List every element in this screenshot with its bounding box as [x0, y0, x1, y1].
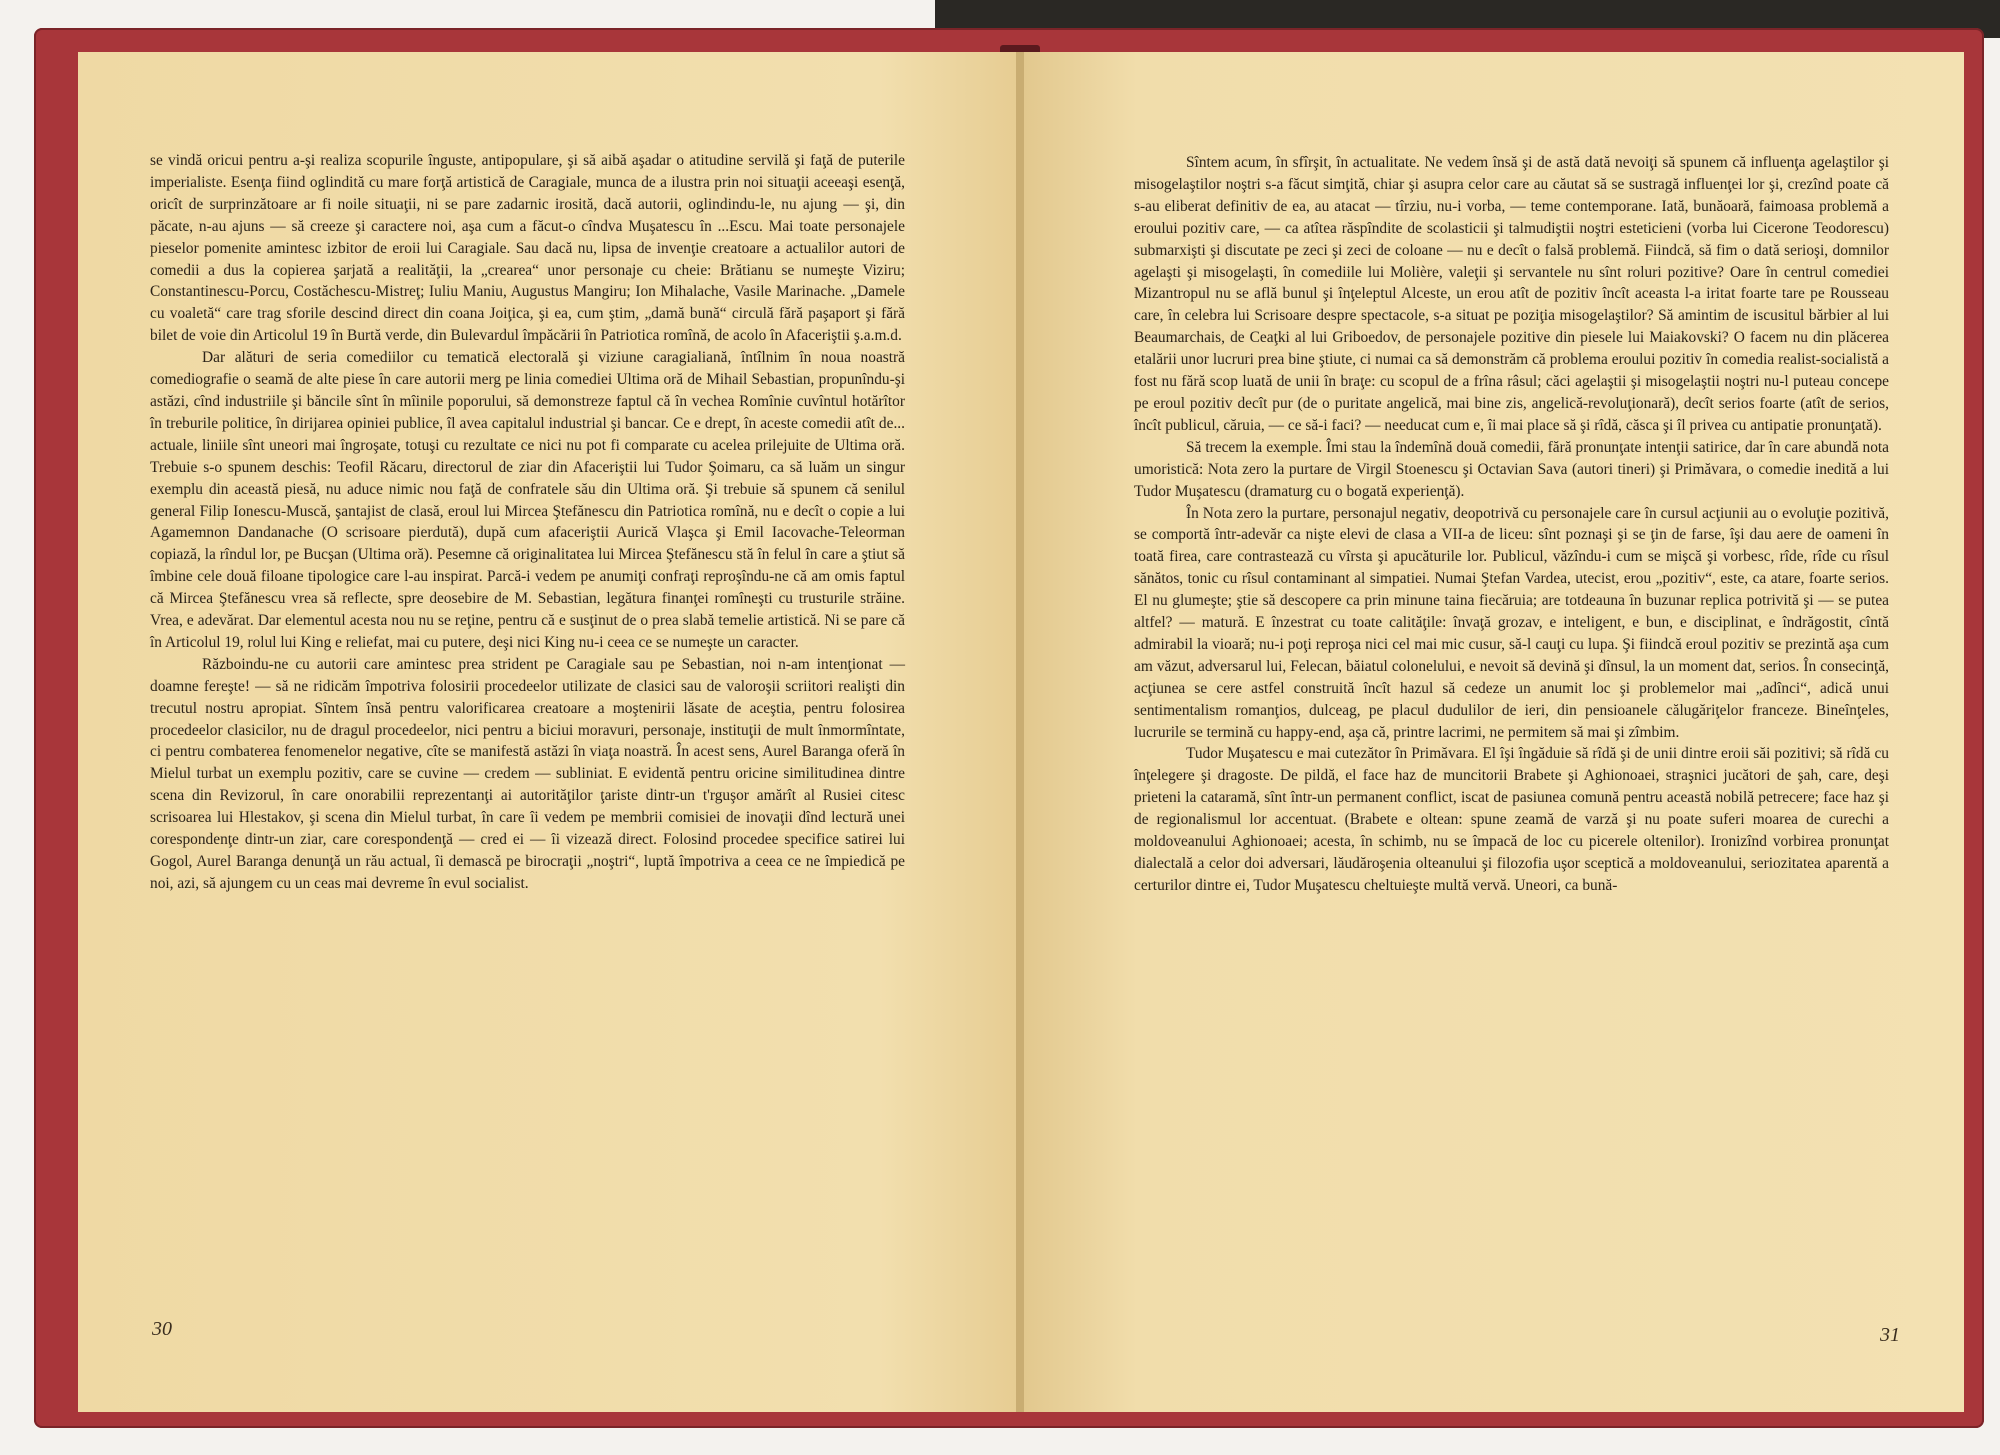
left-paragraph-2: Dar alături de seria comediilor cu tematică electorală şi viziune caragialiană, întîlnim în noua noastră comediografie o seamă de alte piese în care autorii merg pe linia comediei Ultima oră de Mihail Sebastian, propunîndu-şi astăzi, cînd industriile şi băncile sînt în mîinile poporului, să demonstreze faptul că în vechea Romînie cuvîntul hotărîtor în treburile politice, în dirijarea opiniei publice, îl avea capitalul industrial şi bancar. Ce e drept, în aceste comedii atît de... actuale, liniile sînt uneori mai îngroşate, totuşi cu rezultate ce nici nu pot fi comparate cu acelea prilejuite de Ultima oră. Trebuie s-o spunem deschis: Teofil Răcaru, directorul de ziar din Afaceriştii lui Tudor Şoimaru, ca să luăm un singur exemplu din această piesă, nu aduce nimic nou faţă de confratele său din Ultima oră. Şi trebuie să spunem că senilul general Filip Ionescu-Muscă, şantajist de clasă, eroul lui Mircea Ştefănescu din Patriotica romînă, nu e decît o copie a lui Agamemnon Dandanache (O scrisoare pierdută), după cum afaceriştii Aurică Vlaşca şi Emil Iacovache-Teleorman copiază, la rîndul lor, pe Bucşan (Ultima oră). Pesemne că originalitatea lui Mircea Ştefănescu stă în felul în care a ştiut să îmbine cele două filoane tipologice care l-au inspirat. Parcă-i vedem pe anumiţi confraţi reproşîndu-ne că am omis faptul că Mircea Ştefănescu vrea să reflecte, spre deosebire de M. Sebastian, legătura finanţei romîneşti cu trusturile străine. Vrea, e adevărat. Dar elementul acesta nou nu se reţine, pentru că e susţinut de o prea slabă temelie artistică. Ni se pare că în Articolul 19, rolul lui King e reliefat, mai cu putere, deşi nici King nu-i ceea ce se numeşte un caracter.	[150, 349, 905, 651]
right-page-number: 31	[1880, 1324, 1900, 1346]
left-page	[78, 52, 1020, 1412]
right-paragraph-4: Tudor Muşatescu e mai cutezător în Primăvara. El îşi îngăduie să rîdă şi de unii dintre eroii săi pozitivi; să rîdă cu înţelegere şi dragoste. De pildă, el face haz de muncitorii Brabete şi Aghionoaei, straşnici jucători de şah, care, deşi prieteni la cataramă, sînt într-un permanent conflict, iscat de pasiunea comună pentru această nobilă petrecere; face haz şi de regionalismul lor accentuat. (Brabete e oltean: spune zeamă de varză şi nu poate suferi moarea de curechi a moldoveanului Aghionoaei; acesta, în schimb, nu se împacă de loc cu picerele oltenilor). Ironizînd vorbirea pronunţat dialectală a celor doi adversari, lăudăroşenia olteanului şi filozofia uşor sceptică a moldoveanului, seriozitatea aparentă a certurilor dintre ei, Tudor Muşatescu cheltuieşte multă vervă. Uneori, ca bună-	[1134, 745, 1889, 894]
right-paragraph-2: Să trecem la exemple. Îmi stau la îndemînă două comedii, fără pronunţate intenţii satirice, dar în care abundă nota umoristică: Nota zero la purtare de Virgil Stoenescu şi Octavian Sava (autori tineri) şi Primăvara, o comedie inedită a lui Tudor Muşatescu (dramaturg cu o bogată experienţă).	[1134, 438, 1889, 500]
right-page-text	[1134, 152, 1889, 897]
right-paragraph-3: În Nota zero la purtare, personajul negativ, deopotrivă cu personajele care în cursul acţiunii au o evoluţie pozitivă, se comportă într-adevăr ca nişte elevi de clasa a VII-a de liceu: sînt poznaşi şi se ţin de farse, îşi dau aere de oameni în toată firea, care contrastează cu vîrsta şi apucăturile lor. Publicul, văzîndu-i cum se mişcă şi vorbesc, rîde, rîde cu rîsul sănătos, tonic cu rîsul contaminant al simpatiei. Numai Ştefan Vardea, utecist, erou „pozitiv“, este, ca atare, foarte serios. El nu glumeşte; ştie să descopere ca prin minune taina fiecăruia; are totdeauna în buzunar replica potrivită şi — se putea altfel? — matură. E înzestrat cu toate calităţile: învaţă grozav, e inteligent, e bun, e disciplinat, e îndrăgostit, cîntă admirabil la vioară; nu-i poţi reproşa nici cel mai mic cusur, să-l cauţi cu lupa. Şi fiindcă eroul pozitiv se prezintă aşa cum am văzut, adversarul lui, Felecan, băiatul colonelului, e nevoit să devină şi dînsul, la un moment dat, serios. În consecinţă, acţiunea se cere astfel construită încît hazul să cedeze un anumit loc şi problemelor mai „adînci“, adică unui sentimentalism romanţios, dulceag, pe placul dudulilor de ieri, din pensioanele călugăriţelor franceze. Bineînţeles, lucrurile se termină cu happy-end, aşa că, printre lacrimi, ne permitem să mai şi zîmbim.	[1134, 504, 1889, 741]
left-paragraph-3: Războindu-ne cu autorii care amintesc prea strident pe Caragiale sau pe Sebastian, noi n-am intenţionat — doamne fereşte! — să ne ridicăm împotriva folosirii procedeelor utilizate de clasici sau de valoroşii scriitori realişti din trecutul nostru apropiat. Sîntem însă pentru valorificarea creatoare a moştenirii lăsate de aceştia, pentru folosirea procedeelor clasicilor, nu de dragul procedeelor, nici pentru a biciui moravuri, personaje, instituţii de mult înmormîntate, ci pentru combaterea fenomenelor negative, cîte se manifestă astăzi în viaţa noastră. În acest sens, Aurel Baranga oferă în Mielul turbat un exemplu pozitiv, care se cuvine — credem — subliniat. E evidentă pentru oricine similitudinea dintre scena din Revizorul, în care onorabilii reprezentanţi ai autorităţilor ţariste dintr-un t'rguşor amărît al Rusiei citesc scrisoarea lui Hlestakov, şi scena din Mielul turbat, în care îi vedem pe membrii comisiei de inovaţii dînd lectură unei corespondenţe dintr-un ziar, care corespondenţă — cred ei — îi vizează direct. Folosind procedee specifice satirei lui Gogol, Aurel Baranga denunţă un rău actual, îi demască pe birocraţii „noştri“, luptă împotriva a ceea ce ne împiedică pe noi, azi, să ajungem cu un ceas mai devreme în evul socialist.	[150, 655, 905, 892]
left-paragraph-1: se vindă oricui pentru a-şi realiza scopurile înguste, antipopulare, şi să aibă aşadar o atitudine servilă şi faţă de puterile imperialiste. Esenţa fiind oglindită cu mare forţă artistică de Caragiale, munca de a ilustra prin noi situaţii aceeaşi esenţă, oricît de surprinzătoare ar fi noile situaţii, ni se pare zadarnic irosită, dacă autorii, oglindindu-le, nu ajung — şi, din păcate, n-au ajuns — să creeze şi caractere noi, aşa cum a făcut-o cîndva Muşatescu în ...Escu. Mai toate personajele pieselor pomenite amintesc izbitor de eroii lui Caragiale. Sau dacă nu, lipsa de invenţie creatoare a actualilor autori de comedii a dus la copierea şarjată a realităţii, la „crearea“ unor personaje cu cheie: Brătianu se numeşte Viziru; Constantinescu-Porcu, Costăchescu-Mistreţ; Iuliu Maniu, Augustus Mangiru; Ion Mihalache, Vasile Marinache. „Damele cu voaletă“ care trag sforile descind direct din coana Joiţica, şi ea, cum ştim, „damă bună“ circulă fără paşaport şi fără bilet de voie din Articolul 19 în Burtă verde, din Bulevardul împăcării în Patriotica romînă, de acolo în Afaceriştii ş.a.m.d.	[150, 152, 905, 345]
left-page-number: 30	[152, 1318, 172, 1340]
right-paragraph-1: Sîntem acum, în sfîrşit, în actualitate. Ne vedem însă şi de astă dată nevoiţi să spunem că influenţa agelaştilor şi misogelaştilor noştri s-a făcut simţită, chiar şi asupra celor care au căutat să se sustragă influenţei lor şi, crezînd poate că s-au eliberat definitiv de ea, au atacat — tîrziu, nu-i vorba, — teme contemporane. Iată, bunăoară, faimoasa problemă a eroului pozitiv care, — ca atîtea răspîndite de scolasticii şi talmudiştii noştri esteticieni (vorba lui Cicerone Teodorescu) submarxişti şi discutate pe zeci şi zeci de coloane — nu e decît o falsă problemă. Fiindcă, să fim o dată serioşi, domnilor agelaşti şi misogelaşti, în comediile lui Molière, valeţii şi servantele nu sînt roluri pozitive? Oare în centrul comediei Mizantropul nu se află bunul şi înţeleptul Alceste, un erou atît de pozitiv încît aceasta l-a iritat foarte tare pe Rousseau care, în celebra lui Scrisoare despre spectacole, s-a situat pe poziţia misogelaştilor? Să amintim de iscusitul bărbier al lui Beaumarchais, de Ceaţki al lui Griboedov, de personajele pozitive din piesele lui Maiakovski? O facem nu din plăcerea etalării unor lucruri prea bine ştiute, ci numai ca să demonstrăm că problema eroului pozitiv în comedia realist-socialistă a fost nu fără scop luată de unii în braţe: cu scopul de a frîna râsul; căci agelaştii şi misogelaştii noştri nu-l puteau concepe pe eroul pozitiv decît pur (de o puritate angelică, mai bine zis, angelică-revoluţionară), decît serios foarte (atît de serios, încît publicul, căruia, — ce să-i faci? — needucat cum e, îi mai place să şi rîdă, căsca şi îl privea cu antipatie pronunţată).	[1134, 154, 1889, 434]
left-page-text	[150, 150, 905, 895]
right-page	[1024, 52, 1964, 1412]
